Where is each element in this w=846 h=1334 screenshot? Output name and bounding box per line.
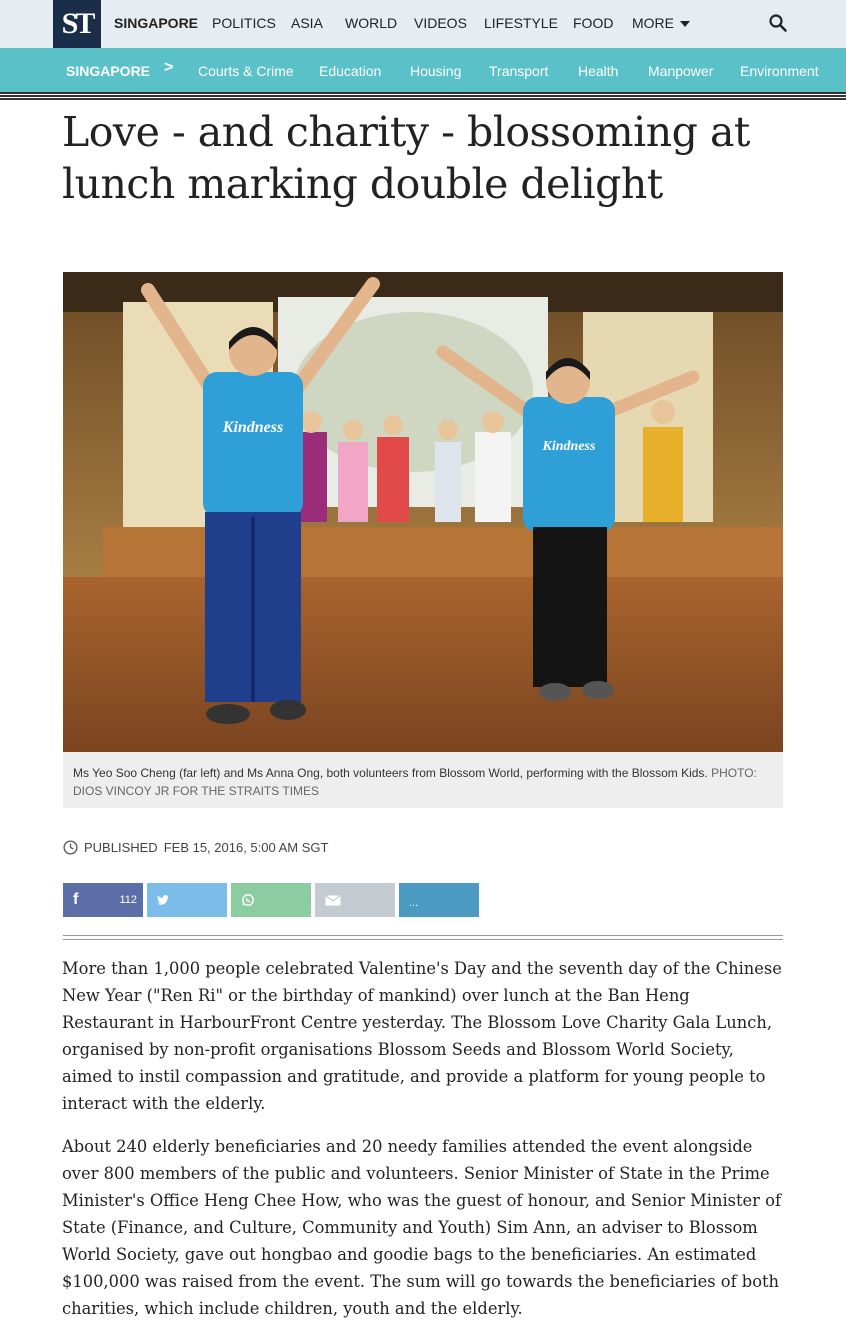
- share-whatsapp-button[interactable]: [231, 883, 311, 917]
- article-body: [62, 955, 784, 1334]
- share-twitter-button[interactable]: [147, 883, 227, 917]
- clock-icon: [63, 840, 78, 855]
- twitter-icon: [157, 895, 169, 905]
- nav-item-world[interactable]: WORLD: [345, 15, 398, 31]
- whatsapp-icon: [241, 893, 255, 907]
- published-date: FEB 15, 2016, 5:00 AM SGT: [163, 840, 329, 855]
- nav-item-politics[interactable]: POLITICS: [212, 15, 276, 31]
- photo-caption: [63, 752, 783, 808]
- subnav-item-education[interactable]: Education: [319, 63, 382, 79]
- subnav-section-singapore[interactable]: SINGAPORE: [66, 63, 151, 79]
- share-divider: [63, 935, 783, 940]
- nav-item-lifestyle[interactable]: LIFESTYLE: [484, 15, 558, 31]
- photo-illustration: [63, 272, 783, 752]
- subnav-item-transport[interactable]: Transport: [489, 63, 549, 79]
- nav-more-label: MORE: [632, 15, 674, 31]
- nav-item-singapore[interactable]: SINGAPORE: [114, 15, 199, 31]
- header-divider: [0, 92, 846, 100]
- published-info: [63, 840, 328, 855]
- subnav-item-health[interactable]: Health: [578, 63, 619, 79]
- search-icon[interactable]: [768, 13, 788, 33]
- nav-item-more[interactable]: [632, 15, 690, 31]
- published-label: PUBLISHED: [84, 840, 158, 855]
- facebook-share-count: 112: [119, 894, 137, 906]
- article-headline: Love - and charity - blossoming at lunch marking double delight: [62, 108, 750, 208]
- caret-down-icon: [680, 21, 690, 27]
- nav-item-asia[interactable]: ASIA: [291, 15, 323, 31]
- article-photo[interactable]: [63, 272, 783, 752]
- article-paragraph: More than 1,000 people celebrated Valentine's Day and the seventh day of the Chinese New Year ("Ren Ri" or the birthday of mankind) over lunch at the Ban Heng Restaurant in HarbourFront Centre yesterday. The Blossom Love Charity Gala Lunch, organised by non-profit organisations Blossom Seeds and Blossom World Society, aimed to instil compassion and gratitude, and provide a platform for young people to interact with the elderly.: [62, 959, 782, 1113]
- subnav-item-manpower[interactable]: Manpower: [648, 63, 714, 79]
- top-navigation: [0, 0, 846, 48]
- straits-times-logo[interactable]: ST: [53, 0, 101, 48]
- subnav-item-environment[interactable]: Environment: [740, 63, 819, 79]
- section-navigation: [0, 48, 846, 92]
- share-email-button[interactable]: [315, 883, 395, 917]
- email-icon: [325, 895, 341, 906]
- article-paragraph: About 240 elderly beneficiaries and 20 needy families attended the event alongside over 800 members of the public and volunteers. Senior Minister of State in the Prime Minister's Office Heng Chee How, who was the guest of honour, and Senior Minister of State (Finance, and Culture, Community and Youth) Sim Ann, an adviser to Blossom World Society, gave out hongbao and goodie bags to the beneficiaries. An estimated $100,000 was raised from the event. The sum will go towards the beneficiaries of both charities, which include children, youth and the elderly.: [62, 1137, 781, 1318]
- share-more-button[interactable]: [399, 883, 479, 917]
- share-facebook-button[interactable]: [63, 883, 143, 917]
- nav-item-food[interactable]: FOOD: [573, 15, 614, 31]
- chevron-right-icon: >: [164, 59, 174, 76]
- subnav-item-courts-crime[interactable]: Courts & Crime: [198, 63, 294, 79]
- facebook-icon: f: [73, 891, 79, 908]
- subnav-item-housing[interactable]: Housing: [410, 63, 462, 79]
- svg-text:Kindness: Kindness: [542, 439, 596, 454]
- nav-item-videos[interactable]: VIDEOS: [414, 15, 467, 31]
- caption-text: Ms Yeo Soo Cheng (far left) and Ms Anna Ong, both volunteers from Blossom World, performing with the Blossom Kids.: [73, 766, 708, 780]
- photo-credit: PHOTO: DIOS VINCOY JR FOR THE STRAITS TIMES: [73, 766, 757, 798]
- svg-text:Kindness: Kindness: [222, 419, 284, 436]
- share-more-label: ...: [409, 897, 419, 909]
